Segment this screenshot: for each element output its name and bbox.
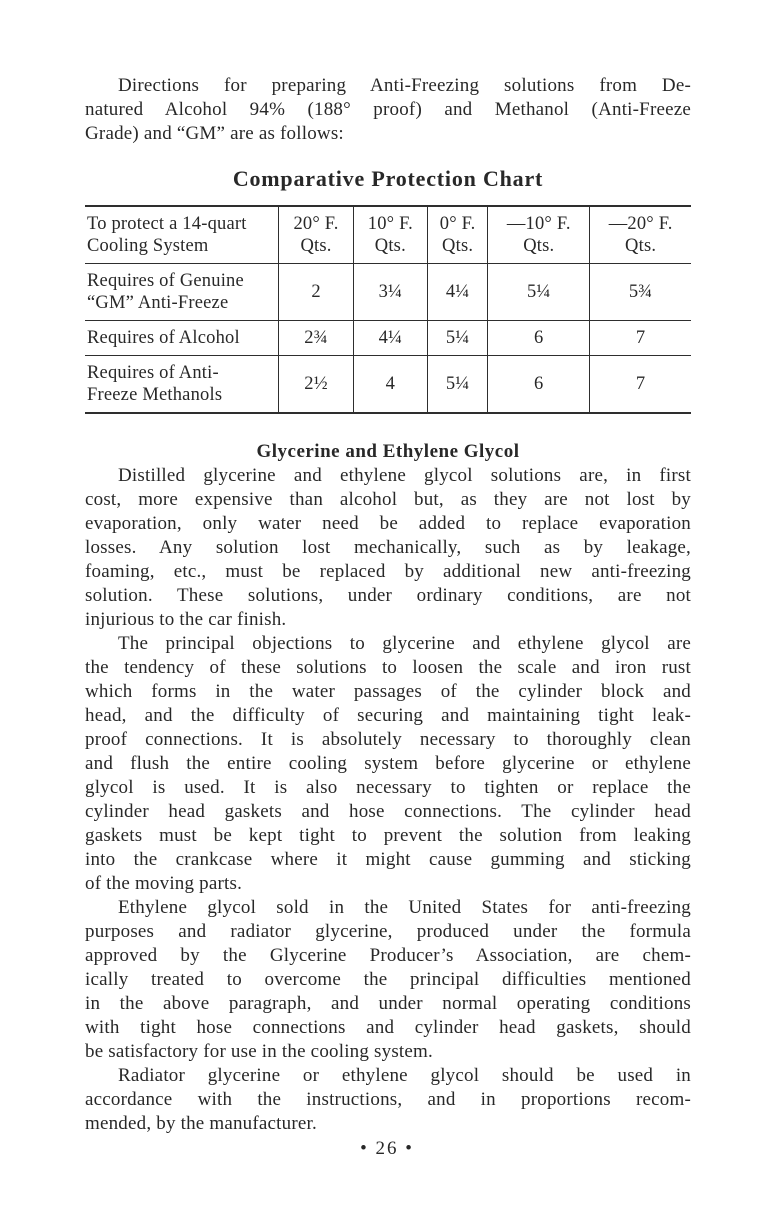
column-temp: 20° F. [293, 214, 339, 234]
text-line: The principal objections to glycerine and ethylene glycol are [118, 633, 691, 654]
table-cell: 4¼ [353, 321, 427, 356]
text-line: cylinder head gaskets and hose connections. The cylinder head [85, 801, 691, 822]
row-label [85, 264, 279, 321]
column-unit: Qts. [625, 236, 657, 256]
table-row [85, 356, 691, 414]
text-line: losses. Any solution lost mechanically, such as by leakage, [85, 537, 691, 558]
text-block [85, 74, 691, 1136]
table-cell: 4 [353, 356, 427, 414]
row-label-line: “GM” Anti-Freeze [87, 293, 229, 313]
row-label-line: Requires of Alcohol [87, 328, 240, 348]
table-cell: 5¼ [427, 356, 487, 414]
text-line: accordance with the instructions, and in proportions recom- [85, 1089, 691, 1110]
table-cell: 5¼ [488, 264, 590, 321]
text-line: glycol is used. It is also necessary to tighten or replace the [85, 777, 691, 798]
column-unit: Qts. [523, 236, 555, 256]
body-paragraph [85, 896, 691, 1064]
table-cell: 2¾ [279, 321, 353, 356]
text-line: of the moving parts. [85, 873, 243, 894]
intro-paragraph [85, 74, 691, 146]
row-label-line: Freeze Methanols [87, 385, 223, 405]
body-paragraph [85, 464, 691, 632]
table-cell: 2 [279, 264, 353, 321]
text-line: Directions for preparing Anti-Freezing solutions from De- [118, 75, 691, 96]
text-line: approved by the Glycerine Producer’s Association, are chem- [85, 945, 691, 966]
table-row [85, 321, 691, 356]
text-line: ically treated to overcome the principal difficulties mentioned [85, 969, 691, 990]
column-header [488, 206, 590, 264]
table-cell: 2½ [279, 356, 353, 414]
text-line: proof connections. It is absolutely necessary to thoroughly clean [85, 729, 691, 750]
text-line: Grade) and “GM” are as follows: [85, 123, 344, 144]
column-header [427, 206, 487, 264]
text-line: be satisfactory for use in the cooling system. [85, 1041, 433, 1062]
column-unit: Qts. [442, 236, 474, 256]
table-cell: 7 [590, 356, 691, 414]
text-line: into the crankcase where it might cause gumming and sticking [85, 849, 691, 870]
text-line: with tight hose connections and cylinder head gaskets, should [85, 1017, 691, 1038]
text-line: which forms in the water passages of the cylinder block and [85, 681, 691, 702]
row-label-line: Requires of Anti- [87, 363, 219, 383]
text-line: head, and the difficulty of securing and maintaining tight leak- [85, 705, 691, 726]
column-unit: Qts. [300, 236, 332, 256]
text-line: natured Alcohol 94% (188° proof) and Methanol (Anti-Freeze [85, 99, 691, 120]
table-cell: 3¼ [353, 264, 427, 321]
table-cell: 5¼ [427, 321, 487, 356]
text-line: cost, more expensive than alcohol but, as they are not lost by [85, 489, 691, 510]
table-corner-cell [85, 206, 279, 264]
corner-line: Cooling System [87, 236, 209, 256]
text-line: the tendency of these solutions to loosen the scale and iron rust [85, 657, 691, 678]
page-number: • 26 • [360, 1138, 414, 1159]
text-line: mended, by the manufacturer. [85, 1113, 317, 1134]
table-cell: 6 [488, 356, 590, 414]
table-header-row [85, 206, 691, 264]
column-unit: Qts. [374, 236, 406, 256]
column-header [279, 206, 353, 264]
row-label [85, 321, 279, 356]
column-header [353, 206, 427, 264]
text-line: solution. These solutions, under ordinary conditions, are not [85, 585, 691, 606]
column-temp: 10° F. [367, 214, 413, 234]
body-paragraph [85, 1064, 691, 1136]
corner-line: To protect a 14-quart [87, 214, 247, 234]
body-paragraph [85, 632, 691, 896]
text-line: injurious to the car finish. [85, 609, 287, 630]
protection-table [85, 205, 691, 414]
text-line: Radiator glycerine or ethylene glycol should be used in [118, 1065, 691, 1086]
column-header [590, 206, 691, 264]
text-line: and flush the entire cooling system before glycerine or ethylene [85, 753, 691, 774]
column-temp: —20° F. [608, 214, 673, 234]
column-temp: 0° F. [439, 214, 476, 234]
row-label-line: Requires of Genuine [87, 271, 244, 291]
row-label [85, 356, 279, 414]
section-heading: Glycerine and Ethylene Glycol [256, 441, 520, 462]
text-line: foaming, etc., must be replaced by additional new anti-freezing [85, 561, 691, 582]
text-line: gaskets must be kept tight to prevent the solution from leaking [85, 825, 691, 846]
table-row [85, 264, 691, 321]
table-cell: 4¼ [427, 264, 487, 321]
text-line: in the above paragraph, and under normal operating conditions [85, 993, 691, 1014]
text-line: evaporation, only water need be added to replace evaporation [85, 513, 691, 534]
table-cell: 5¾ [590, 264, 691, 321]
text-line: purposes and radiator glycerine, produced under the formula [85, 921, 691, 942]
table-cell: 6 [488, 321, 590, 356]
chart-title: Comparative Protection Chart [232, 166, 544, 191]
text-line: Distilled glycerine and ethylene glycol solutions are, in first [118, 465, 691, 486]
column-temp: —10° F. [506, 214, 571, 234]
text-line: Ethylene glycol sold in the United States for anti-freezing [118, 897, 691, 918]
table-cell: 7 [590, 321, 691, 356]
